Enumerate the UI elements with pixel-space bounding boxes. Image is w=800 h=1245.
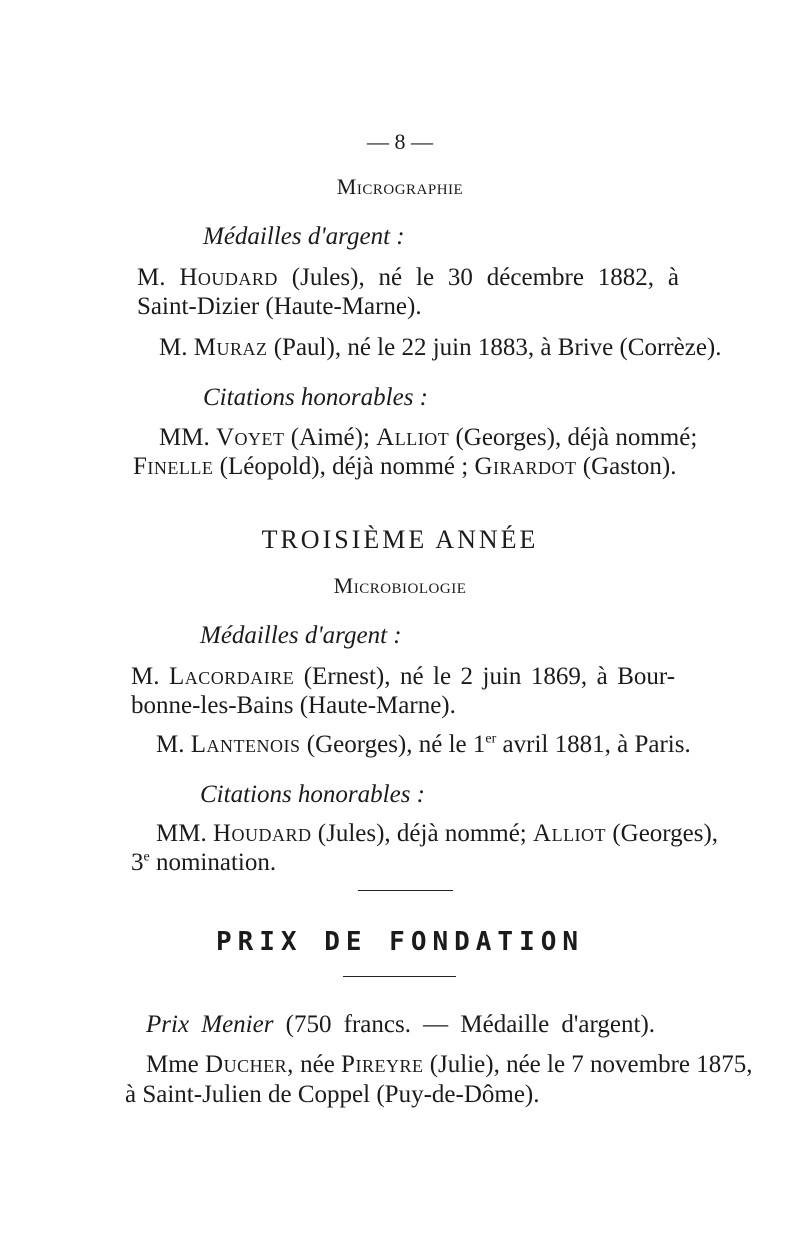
surname: Girardot xyxy=(474,453,577,480)
surname: Ducher, xyxy=(205,1051,294,1078)
surname: Finelle xyxy=(133,453,214,480)
page-number: — 8 — xyxy=(367,129,433,154)
surname: Muraz xyxy=(193,334,268,361)
title-m: M. xyxy=(159,334,188,361)
prix-heading: PRIX DE FONDATION xyxy=(215,927,585,957)
entry-text: (Julie), née le 7 novembre 1875, xyxy=(429,1051,753,1078)
citations-line2 xyxy=(131,848,276,878)
title-m: M. xyxy=(137,264,166,291)
surname: Lantenois xyxy=(190,731,301,758)
citations-line1 xyxy=(156,819,719,849)
ordinal-sup: e xyxy=(143,849,150,865)
citation-text: (Gaston). xyxy=(582,453,677,480)
surname: Alliot xyxy=(376,424,450,451)
citation-text: (Jules), déjà nommé; xyxy=(317,820,527,847)
citation-text: (Aimé); xyxy=(290,424,370,451)
citations-label: Citations honorables : xyxy=(200,781,426,808)
prix-name: Prix Menier xyxy=(146,1011,274,1038)
surname: Houdard xyxy=(179,264,278,291)
entry-text xyxy=(307,731,691,758)
year-heading: TROISIÈME ANNÉE xyxy=(261,525,539,554)
prix-details: (750 francs. — Médaille d'argent). xyxy=(285,1011,656,1038)
title-mm: MM. xyxy=(156,820,207,847)
entry-ducher-line2: à Saint-Julien de Coppel (Puy-de-Dôme). xyxy=(125,1081,540,1108)
title-mm: MM. xyxy=(159,424,210,451)
entry-text-part: avril 1881, à Paris. xyxy=(496,731,691,758)
citation-text: (Léopold), déjà nommé ; xyxy=(219,453,469,480)
title-m: M. xyxy=(131,663,160,690)
entry-lacordaire xyxy=(131,662,675,692)
ordinal-sup: er xyxy=(485,731,497,747)
citations-line2 xyxy=(133,452,676,482)
citation-text: (Georges), déjà nommé; xyxy=(455,424,698,451)
entry-houdard xyxy=(137,263,679,293)
entry-text: (Ernest), né le 2 juin 1869, à Bour- xyxy=(303,663,676,690)
prix-label xyxy=(146,1010,655,1040)
entry-muraz xyxy=(159,333,722,363)
citation-text: nomination. xyxy=(149,849,277,876)
entry-text: née xyxy=(300,1051,335,1078)
citations-label: Citations honorables : xyxy=(203,384,429,411)
citation-text: 3 xyxy=(131,849,144,876)
surname: Alliot xyxy=(533,820,607,847)
entry-lantenois xyxy=(156,730,691,760)
entry-text: (Jules), né le 30 décembre 1882, à xyxy=(291,264,680,291)
title-m: M. xyxy=(156,731,185,758)
section-heading-micrographie: Micrographie xyxy=(336,174,464,199)
medals-label: Médailles d'argent : xyxy=(200,622,402,649)
surname: Voyet xyxy=(215,424,285,451)
medals-label: Médailles d'argent : xyxy=(203,223,405,250)
divider-rule xyxy=(343,976,456,977)
entry-houdard-line2: Saint-Dizier (Haute-Marne). xyxy=(137,293,422,320)
citations-line1 xyxy=(159,423,698,453)
section-heading-microbiologie: Microbiologie xyxy=(333,573,467,598)
surname: Lacordaire xyxy=(168,663,295,690)
entry-text: (Paul), né le 22 juin 1883, à Brive (Corrèze). xyxy=(273,334,722,361)
title-mme: Mme xyxy=(146,1051,199,1078)
citation-text: (Georges), xyxy=(612,820,719,847)
entry-lacordaire-line2: bonne-les-Bains (Haute-Marne). xyxy=(131,692,456,719)
entry-text-part: (Georges), né le 1 xyxy=(306,731,486,758)
divider-rule xyxy=(358,890,453,891)
surname: Pireyre xyxy=(341,1051,424,1078)
entry-ducher xyxy=(146,1050,753,1080)
surname: Houdard xyxy=(212,820,312,847)
